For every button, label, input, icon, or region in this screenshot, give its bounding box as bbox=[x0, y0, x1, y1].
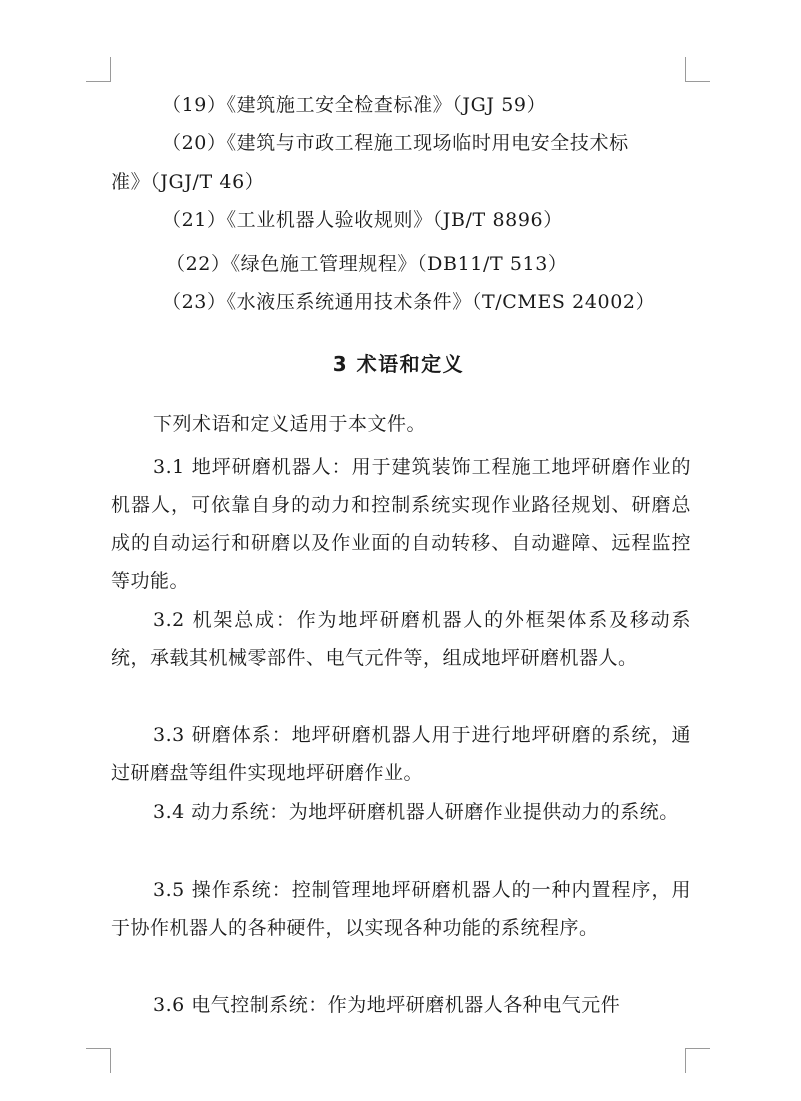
crop-mark-bottom-left bbox=[86, 1048, 111, 1073]
reference-item-19: （19）《建筑施工安全检查标准》（JGJ 59） bbox=[162, 94, 547, 116]
definition-3-6: 3.6 电气控制系统：作为地坪研磨机器人各种电气元件 bbox=[153, 994, 621, 1016]
reference-item-22: （22）《绿色施工管理规程》（DB11/T 513） bbox=[166, 253, 568, 275]
reference-item-21: （21）《工业机器人验收规则》（JB/T 8896） bbox=[162, 209, 563, 231]
crop-mark-bottom-right bbox=[685, 1048, 710, 1073]
definition-3-5: 3.5 操作系统：控制管理地坪研磨机器人的一种内置程序，用于协作机器人的各种硬件，以实现各种功能的系统程序。 bbox=[111, 879, 691, 939]
section-title: 3 术语和定义 bbox=[332, 352, 465, 376]
definition-3-3: 3.3 研磨体系：地坪研磨机器人用于进行地坪研磨的系统，通过研磨盘等组件实现地坪研磨作业。 bbox=[111, 724, 691, 784]
reference-item-23: （23）《水液压系统通用技术条件》（T/CMES 24002） bbox=[162, 291, 656, 313]
reference-item-20-continued: 准》（JGJ/T 46） bbox=[111, 171, 265, 193]
definition-3-1: 3.1 地坪研磨机器人：用于建筑装饰工程施工地坪研磨作业的机器人，可依靠自身的动力和控制系统实现作业路径规划、研磨总成的自动运行和研磨以及作业面的自动转移、自动避障、远程监控等功能。 bbox=[111, 456, 691, 592]
definition-3-2: 3.2 机架总成：作为地坪研磨机器人的外框架体系及移动系统，承载其机械零部件、电气元件等，组成地坪研磨机器人。 bbox=[111, 609, 691, 669]
intro-paragraph: 下列术语和定义适用于本文件。 bbox=[153, 413, 427, 435]
crop-mark-top-left bbox=[86, 57, 111, 82]
definition-3-4: 3.4 动力系统：为地坪研磨机器人研磨作业提供动力的系统。 bbox=[153, 801, 679, 823]
crop-mark-top-right bbox=[685, 57, 710, 82]
reference-item-20: （20）《建筑与市政工程施工现场临时用电安全技术标 bbox=[162, 132, 629, 154]
